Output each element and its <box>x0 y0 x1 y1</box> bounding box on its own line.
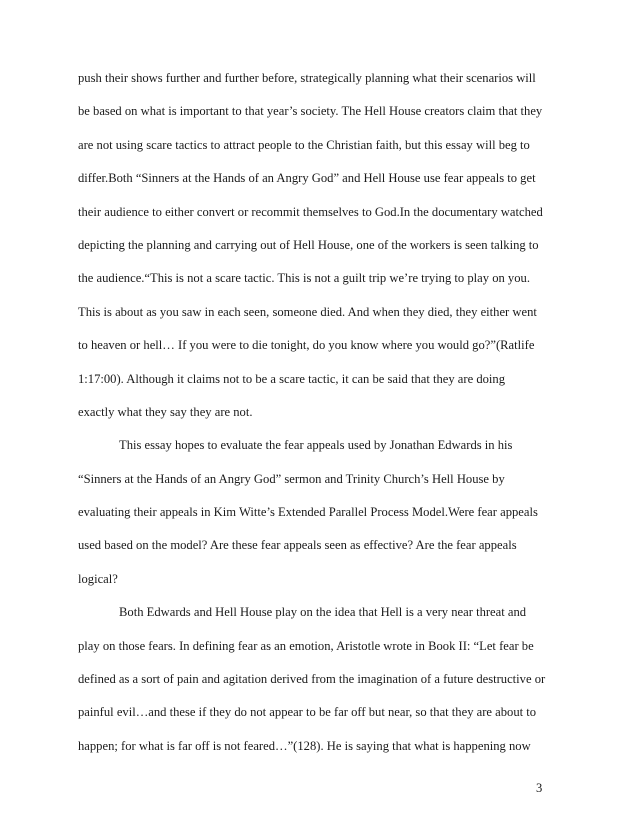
text-line: push their shows further and further before, strategically planning what their scenarios will <box>78 71 536 85</box>
text-line: depicting the planning and carrying out of Hell House, one of the workers is seen talking to <box>78 237 539 252</box>
text-line: play on those fears. In defining fear as an emotion, Aristotle wrote in Book II: “Let fear be <box>78 638 534 653</box>
page-number: 3 <box>536 781 543 795</box>
text-line: painful evil…and these if they do not appear to be far off but near, so that they are about to <box>78 705 537 720</box>
paragraph-start-line: Both Edwards and Hell House play on the idea that Hell is a very near threat and <box>119 605 527 620</box>
text-line: are not using scare tactics to attract people to the Christian faith, but this essay will beg to <box>78 137 530 152</box>
paragraph-start-line: This essay hopes to evaluate the fear appeals used by Jonathan Edwards in his <box>119 438 513 453</box>
text-line: exactly what they say they are not. <box>78 404 253 419</box>
text-line: This is about as you saw in each seen, someone died. And when they died, they either went <box>78 304 537 319</box>
text-line: logical? <box>78 571 118 586</box>
text-line: evaluating their appeals in Kim Witte’s Extended Parallel Process Model.Were fear appeals <box>78 505 538 520</box>
text-line: to heaven or hell… If you were to die tonight, do you know where you would go?”(Ratlife <box>78 338 535 353</box>
text-line: happen; for what is far off is not feared…”(128). He is saying that what is happening now <box>78 738 531 753</box>
text-line: the audience.“This is not a scare tactic. This is not a guilt trip we’re trying to play on you. <box>78 271 530 286</box>
text-line: 1:17:00). Although it claims not to be a scare tactic, it can be said that they are doing <box>78 371 506 386</box>
text-line: be based on what is important to that year’s society. The Hell House creators claim that they <box>78 104 543 119</box>
body-text <box>78 67 558 768</box>
text-line: differ.Both “Sinners at the Hands of an Angry God” and Hell House use fear appeals to get <box>78 171 536 186</box>
text-line: their audience to either convert or recommit themselves to God.In the documentary watched <box>78 204 543 219</box>
text-line: used based on the model? Are these fear appeals seen as effective? Are the fear appeals <box>78 538 517 553</box>
text-line: defined as a sort of pain and agitation derived from the imagination of a future destructive or <box>78 672 546 687</box>
text-line: “Sinners at the Hands of an Angry God” sermon and Trinity Church’s Hell House by <box>78 471 505 486</box>
